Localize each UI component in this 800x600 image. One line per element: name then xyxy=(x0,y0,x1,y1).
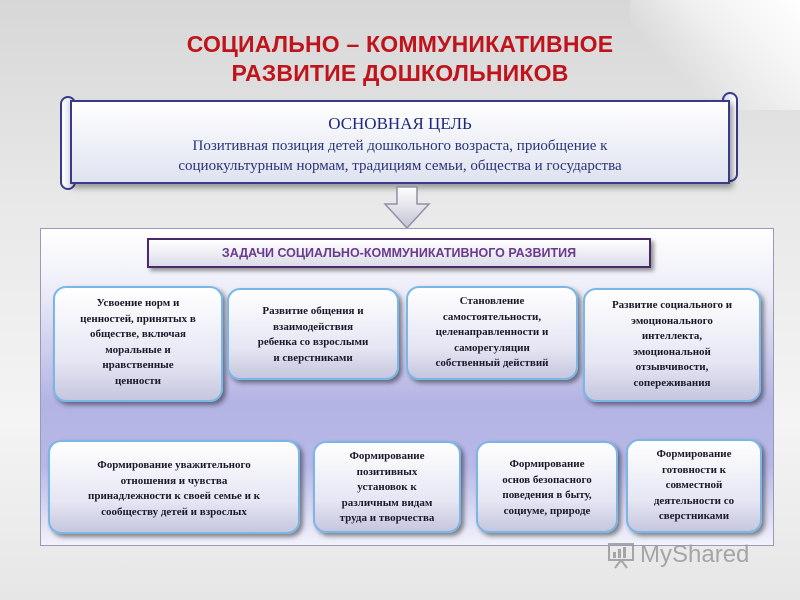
goal-text xyxy=(100,136,700,176)
goal-box xyxy=(70,100,730,184)
task-line: сверстниками xyxy=(658,510,730,522)
task-card-text xyxy=(502,457,592,519)
down-arrow-icon xyxy=(383,186,431,230)
task-line: сопереживания xyxy=(633,376,711,389)
task-line: интеллекта, xyxy=(641,330,703,342)
task-line: и сверстниками xyxy=(273,351,353,364)
task-card-labor xyxy=(313,441,461,533)
task-line: обществе, включая xyxy=(89,328,186,340)
task-line: эмоционального xyxy=(631,314,713,327)
tasks-header: ЗАДАЧИ СОЦИАЛЬНО-КОММУНИКАТИВНОГО РАЗВИТИЯ xyxy=(147,238,651,268)
goal-text-line-2: социокультурным нормам, традициям семьи, общества и государства xyxy=(178,158,622,174)
task-line: совместной xyxy=(665,479,723,491)
title-line-2: РАЗВИТИЕ ДОШКОЛЬНИКОВ xyxy=(231,60,569,86)
task-card-independence xyxy=(406,286,578,380)
presentation-board-icon xyxy=(606,541,636,569)
watermark xyxy=(606,538,766,572)
task-line: готовности к xyxy=(661,463,727,476)
task-card-safety xyxy=(476,441,618,533)
task-line: саморегуляции xyxy=(454,341,530,354)
task-card-text xyxy=(612,298,732,391)
task-line: поведения в быту, xyxy=(502,489,592,501)
task-line: социуме, природе xyxy=(503,504,591,517)
task-card-emotional xyxy=(583,288,761,402)
task-line: эмоциональной xyxy=(633,345,711,358)
task-card-text xyxy=(258,304,369,366)
task-line: Развитие общения и xyxy=(262,305,364,317)
goal-scroll-banner xyxy=(60,92,738,192)
task-card-norms xyxy=(53,286,223,402)
task-line: Усвоение норм и xyxy=(96,297,180,309)
task-card-text xyxy=(80,296,196,389)
goal-heading: ОСНОВНАЯ ЦЕЛЬ xyxy=(328,114,472,133)
task-line: моральные и xyxy=(105,343,171,356)
page-title xyxy=(0,30,800,88)
task-line: установок к xyxy=(357,481,417,493)
task-line: труда и творчества xyxy=(339,512,435,524)
task-line: Формирование xyxy=(509,458,585,470)
task-line: ребенка со взрослыми xyxy=(257,336,369,348)
task-line: взаимодействия xyxy=(272,320,354,333)
task-line: сообществу детей и взрослых xyxy=(101,505,247,518)
task-line: деятельности со xyxy=(653,494,735,507)
task-line: самостоятельности, xyxy=(442,310,542,323)
task-card-communication xyxy=(227,288,399,380)
watermark-text: MyShared xyxy=(640,541,750,568)
task-line: основ безопасного xyxy=(502,473,592,486)
task-line: Формирование уважительного xyxy=(97,459,251,471)
task-card-text xyxy=(435,294,548,372)
task-card-text xyxy=(88,458,260,520)
task-line: собственный действий xyxy=(435,357,549,369)
task-card-text xyxy=(654,447,734,525)
task-line: Становление xyxy=(459,295,525,307)
task-line: отзывчивости, xyxy=(635,361,709,373)
task-line: Формирование xyxy=(656,448,732,460)
task-line: отношения и чувства xyxy=(120,474,228,487)
task-line: целенаправленности и xyxy=(435,326,549,338)
task-card-text xyxy=(340,449,435,527)
task-line: принадлежности к своей семье и к xyxy=(87,490,260,502)
task-line: Развитие социального и xyxy=(611,299,733,311)
task-card-cooperation xyxy=(626,439,762,533)
task-line: Формирование xyxy=(349,450,425,462)
tasks-panel xyxy=(40,228,774,546)
task-line: нравственные xyxy=(102,359,174,371)
task-line: ценностей, принятых в xyxy=(80,312,196,325)
task-card-family xyxy=(48,440,300,534)
task-line: различным видам xyxy=(341,496,433,509)
task-line: ценности xyxy=(114,374,161,387)
task-line: позитивных xyxy=(356,465,418,478)
goal-text-line-1: Позитивная позиция детей дошкольного возраста, приобщение к xyxy=(192,138,608,154)
title-line-1: СОЦИАЛЬНО – КОММУНИКАТИВНОЕ xyxy=(186,31,614,57)
